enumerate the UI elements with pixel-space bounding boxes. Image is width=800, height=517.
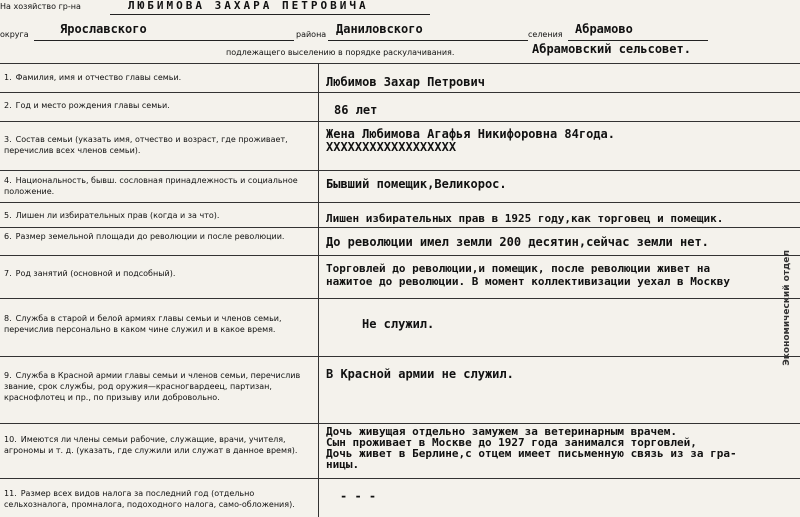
row-11-label: 11. Размер всех видов налога за последний год (отдельно сельхозналога, промналога, подоходного налога, само-обложения). (4, 489, 295, 509)
table-row-divider (0, 478, 800, 479)
underline (110, 14, 430, 15)
selenie-label: селения (528, 30, 563, 39)
row-3-label: 3. Состав семьи (указать имя, отчество и возраст, где проживает, перечислив всех членов семьи). (4, 135, 288, 155)
row-11-answer: - - - (340, 489, 377, 503)
row-2-answer: 86 лет (334, 103, 378, 117)
table-row-divider (0, 298, 800, 299)
okrug-label: округа (0, 30, 29, 39)
table-row-divider (0, 356, 800, 357)
eviction-note: подлежащего выселению в порядке раскулачивания. (226, 48, 455, 57)
household-head-name: ЛЮБИМОВА ЗАХАРА ПЕТРОВИЧА (128, 0, 369, 12)
row-6-label: 6. Размер земельной площади до революции и после революции. (4, 232, 285, 241)
rayon-value: Даниловского (336, 22, 423, 36)
table-row-divider (0, 121, 800, 122)
underline (34, 40, 294, 41)
selsovet-value: Абрамовский сельсовет. (532, 42, 691, 56)
side-stamp (778, 250, 800, 470)
row-4-answer: Бывший помещик,Великорос. (326, 177, 507, 191)
underline (328, 40, 528, 41)
row-1-answer: Любимов Захар Петрович (326, 75, 485, 89)
row-10-label: 10. Имеются ли члены семьи рабочие, служащие, врачи, учителя, агрономы и т. д. (указать, где служили или служат в данное время). (4, 435, 298, 455)
row-1-label: 1. Фамилия, имя и отчество главы семьи. (4, 73, 182, 82)
row-9-label: 9. Служба в Красной армии главы семьи и членов семьи, перечислив звание, срок службы, род оружия—красногвардеец, партизан, краснофлотец и пр., по призыву или добровольно. (4, 371, 301, 402)
table-row-divider (0, 170, 800, 171)
underline (568, 40, 708, 41)
row-9-answer: В Красной армии не служил. (326, 367, 514, 381)
row-5-label: 5. Лишен ли избирательных прав (когда и за что). (4, 211, 220, 220)
table-row-divider (0, 227, 800, 228)
stamp-text: Экономический отдел (782, 250, 792, 366)
rayon-label: района (296, 30, 327, 39)
row-7-answer: Торговлей до революции,и помещик, после революции живет на нажитое до революции. В момент коллективизации уехал в Москву (326, 262, 730, 288)
row-5-answer: Лишен избирательных прав в 1925 году,как торговец и помещик. (326, 212, 724, 225)
table-row-divider (0, 423, 800, 424)
row-2-label: 2. Год и место рождения главы семьи. (4, 101, 170, 110)
table-row-divider (0, 92, 800, 93)
column-divider (318, 63, 319, 517)
row-7-label: 7. Род занятий (основной и подсобный). (4, 269, 176, 278)
row-8-answer: Не служил. (362, 317, 435, 331)
table-row-divider (0, 202, 800, 203)
selenie-value: Абрамово (575, 22, 633, 36)
row-8-label: 8. Служба в старой и белой армиях главы семьи и членов семьи, перечислив персонально в каком чине служил и в какое время. (4, 314, 282, 334)
row-4-label: 4. Национальность, бывш. сословная принадлежность и социальное положение. (4, 176, 298, 196)
row-10-answer: Дочь живущая отдельно замужем за ветеринарным врачем. Сын проживает в Москве до 1927 года занимался торговлей, Дочь живет в Берлине,с отцем имеет письменную связь из за гра- ницы. (326, 425, 737, 471)
row-6-answer: До революции имел земли 200 десятин,сейчас земли нет. (326, 235, 709, 249)
row-3-answer: Жена Любимова Агафья Никифоровна 84года. XXXXXXXXXXXXXXXXXX (326, 127, 615, 154)
table-row-divider (0, 255, 800, 256)
okrug-value: Ярославского (60, 22, 147, 36)
table-row-divider (0, 63, 800, 64)
header-line1-prefix: На хозяйство гр-на (0, 2, 81, 11)
